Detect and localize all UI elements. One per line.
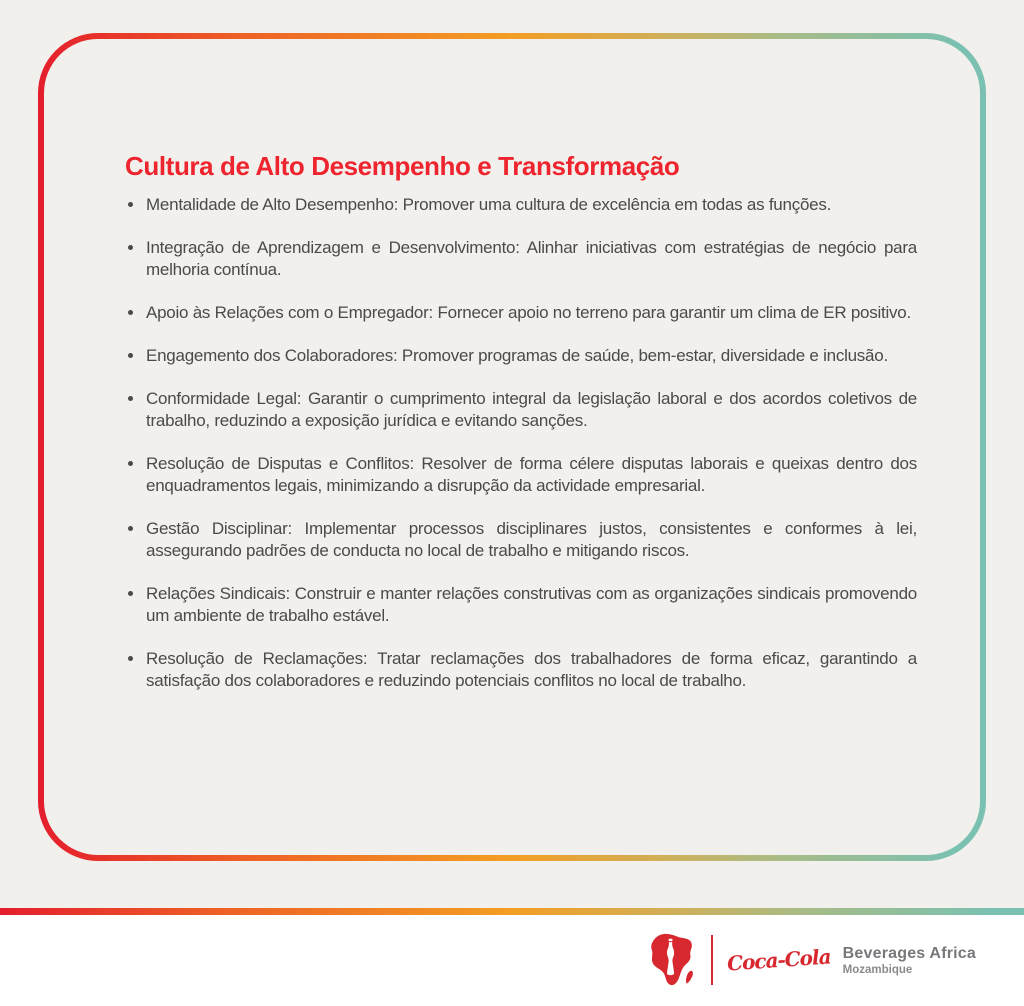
list-item-text: Resolução de Disputas e Conflitos: Resolver de forma célere disputas laborais e queixas dentro dos enquadramentos legais, minimizando a disrupção da actividade empresarial. bbox=[146, 454, 917, 495]
list-item bbox=[125, 583, 917, 627]
bullet-dot bbox=[128, 526, 133, 531]
bullet-dot bbox=[128, 396, 133, 401]
bullet-dot bbox=[128, 310, 133, 315]
list-item bbox=[125, 302, 917, 324]
mozambique-label: Mozambique bbox=[842, 963, 913, 976]
list-item-text: Relações Sindicais: Construir e manter relações construtivas com as organizações sindicais promovendo um ambiente de trabalho estável. bbox=[146, 584, 917, 625]
bullet-dot bbox=[128, 202, 133, 207]
footer bbox=[0, 915, 1024, 1006]
list-item bbox=[125, 388, 917, 432]
content-block bbox=[125, 150, 917, 713]
coca-cola-wordmark: Coca-Cola bbox=[726, 944, 832, 976]
bullet-dot bbox=[128, 591, 133, 596]
ccba-logo bbox=[641, 931, 976, 989]
list-item-text: Engagemento dos Colaboradores: Promover programas de saúde, bem-estar, diversidade e inclusão. bbox=[146, 346, 888, 365]
gradient-divider-bar bbox=[0, 908, 1024, 915]
list-item-text: Integração de Aprendizagem e Desenvolvimento: Alinhar iniciativas com estratégias de negócio para melhoria contínua. bbox=[146, 238, 917, 279]
bullet-dot bbox=[128, 245, 133, 250]
bullet-dot bbox=[128, 656, 133, 661]
logo-divider bbox=[711, 935, 713, 985]
list-item-text: Mentalidade de Alto Desempenho: Promover uma cultura de excelência em todas as funções. bbox=[146, 195, 832, 214]
africa-map-icon bbox=[641, 931, 703, 989]
list-item-text: Apoio às Relações com o Empregador: Fornecer apoio no terreno para garantir um clima de ER positivo. bbox=[146, 303, 911, 322]
list-item bbox=[125, 194, 917, 216]
logo-text-block bbox=[843, 944, 976, 977]
page-title: Cultura de Alto Desempenho e Transformação bbox=[125, 151, 680, 181]
list-item bbox=[125, 518, 917, 562]
bullet-dot bbox=[128, 353, 133, 358]
bullet-list bbox=[125, 194, 917, 692]
list-item-text: Gestão Disciplinar: Implementar processos disciplinares justos, consistentes e conformes à lei, assegurando padrões de conducta no local de trabalho e mitigando riscos. bbox=[146, 519, 917, 560]
list-item-text: Resolução de Reclamações: Tratar reclamações dos trabalhadores de forma eficaz, garantindo a satisfação dos colaboradores e reduzindo potenciais conflitos no local de trabalho. bbox=[146, 649, 917, 690]
list-item bbox=[125, 453, 917, 497]
beverages-africa-label: Beverages Africa bbox=[842, 944, 976, 962]
list-item bbox=[125, 345, 917, 367]
list-item bbox=[125, 648, 917, 692]
list-item bbox=[125, 237, 917, 281]
list-item-text: Conformidade Legal: Garantir o cumprimento integral da legislação laboral e dos acordos coletivos de trabalho, reduzindo a exposição jurídica e evitando sanções. bbox=[146, 389, 917, 430]
bullet-dot bbox=[128, 461, 133, 466]
